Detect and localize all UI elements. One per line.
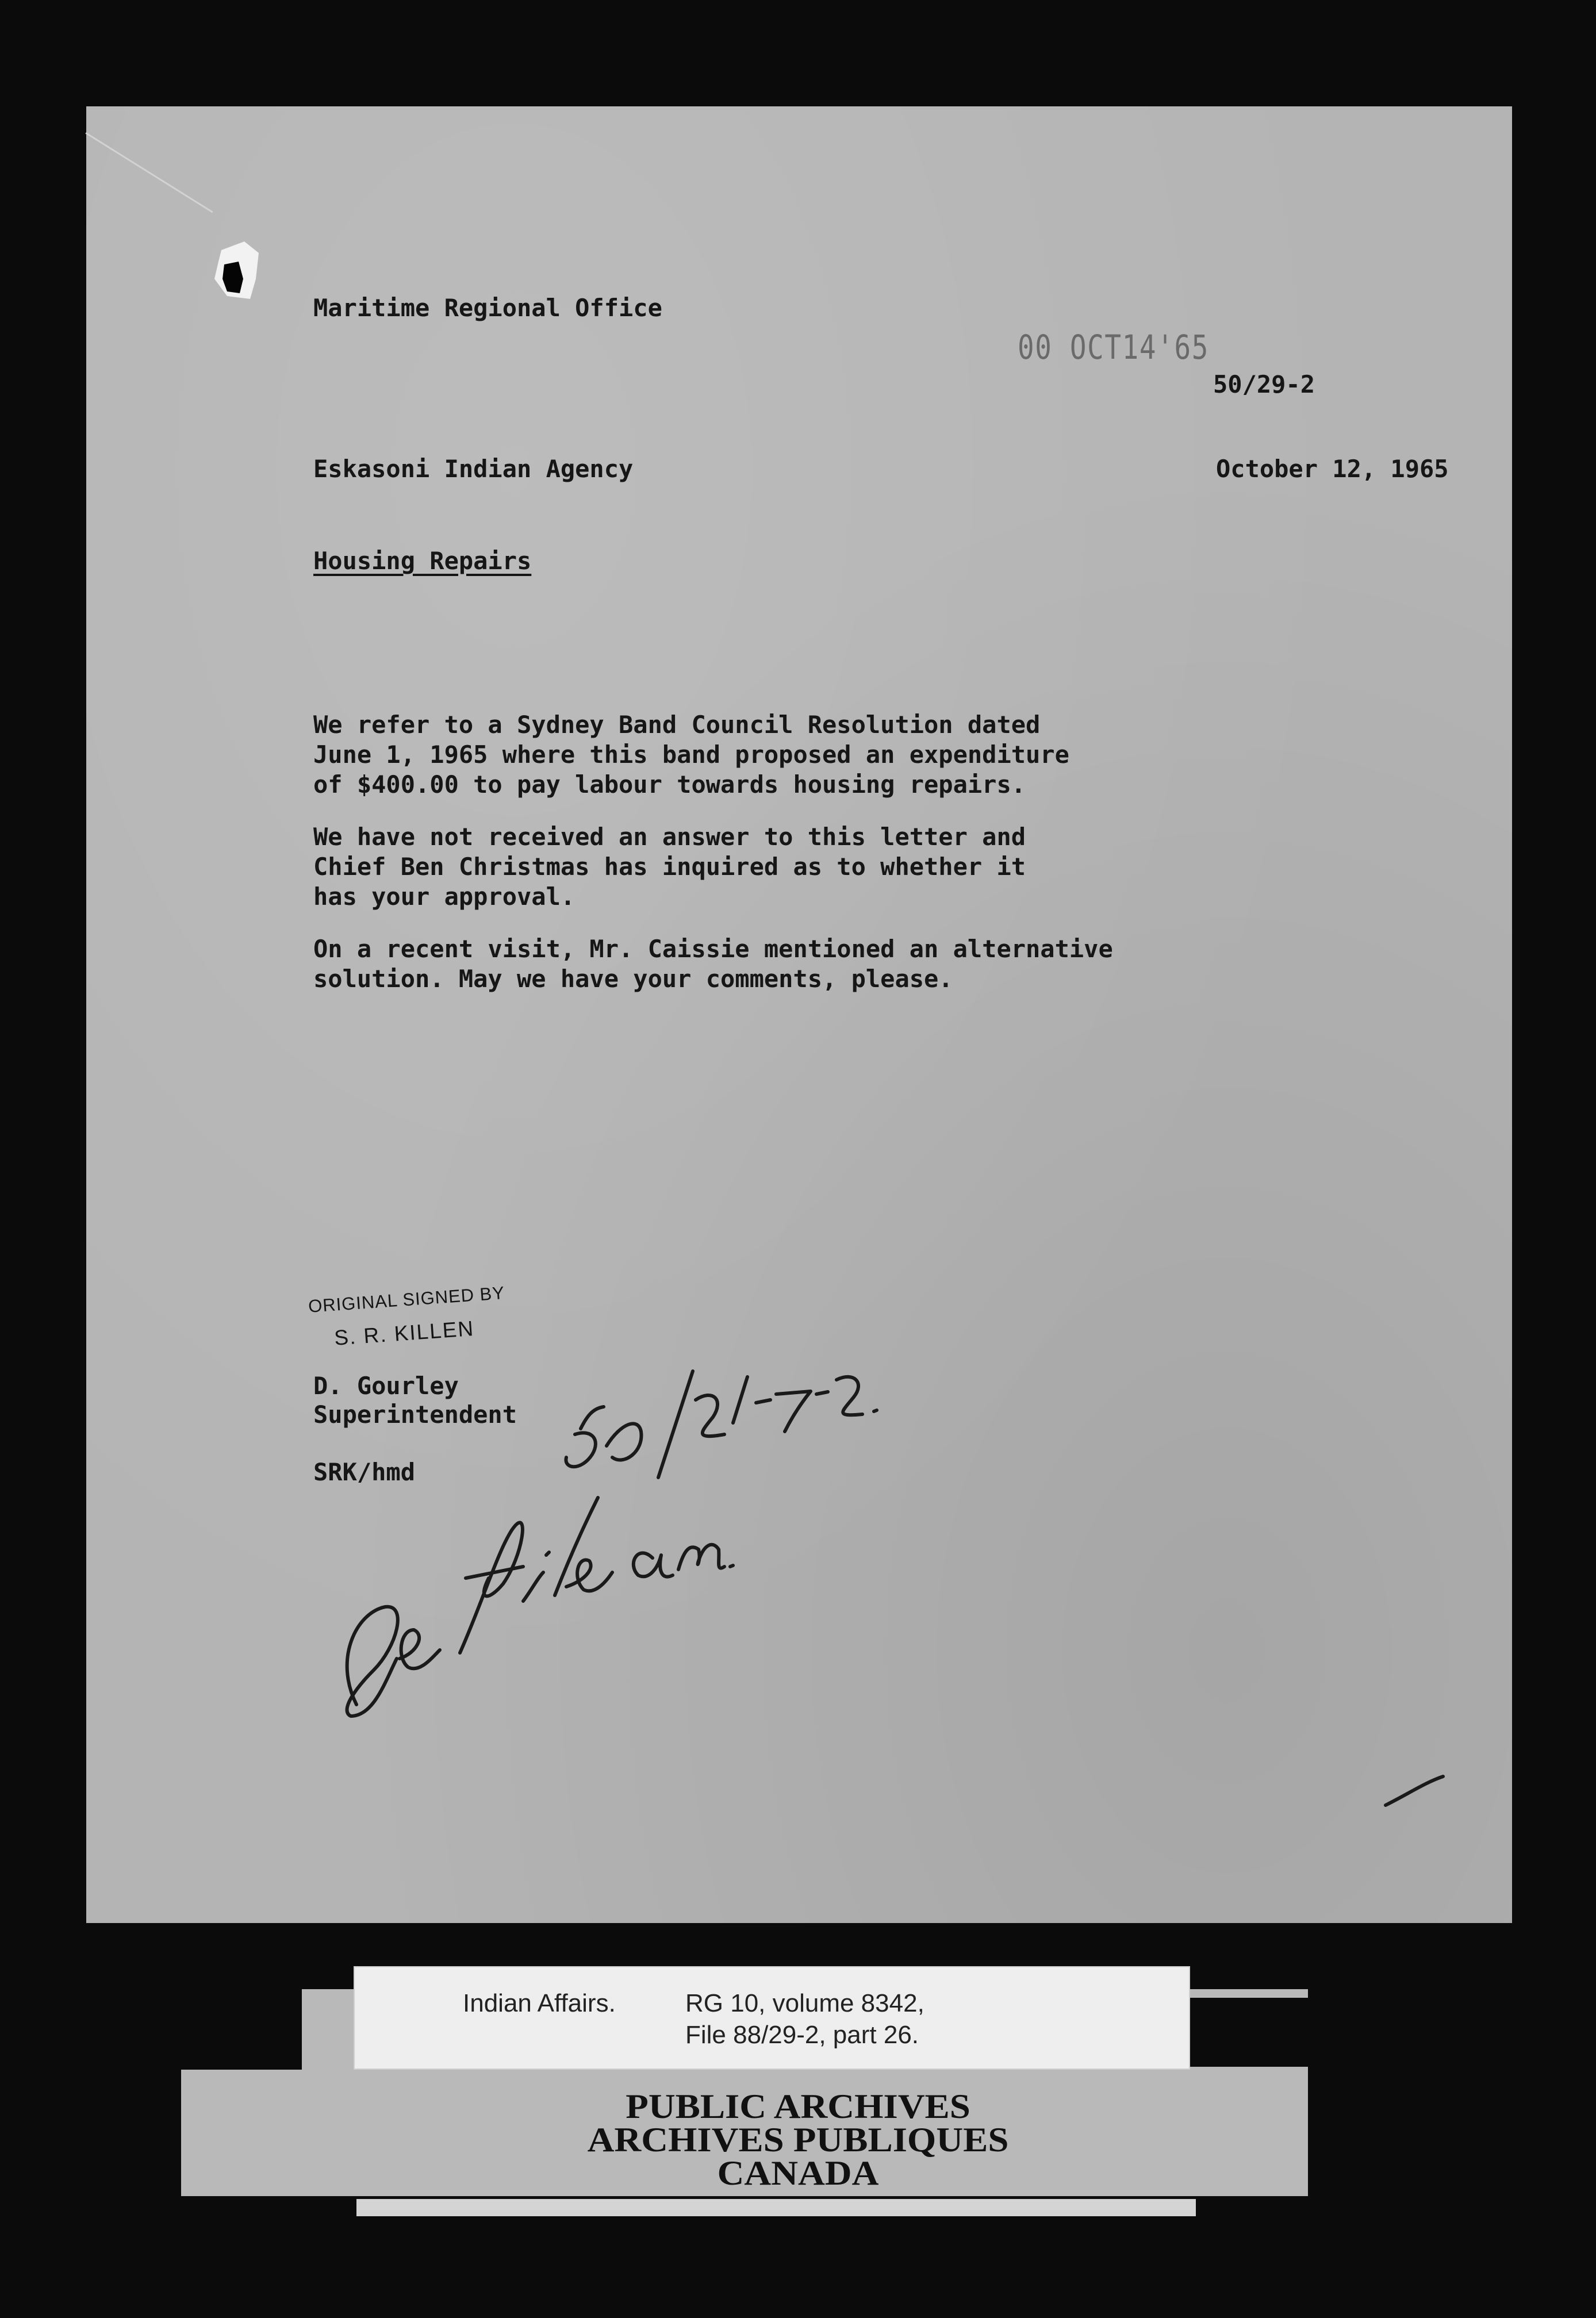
label-reference-line-2: File 88/29-2, part 26.: [685, 2021, 919, 2049]
archive-country: CANADA: [717, 2154, 879, 2192]
body-line: On a recent visit, Mr. Caissie mentioned an alternative: [313, 935, 1113, 963]
sender: Eskasoni Indian Agency: [313, 455, 634, 483]
handwritten-note: [86, 106, 1512, 1923]
signer-name: D. Gourley: [313, 1372, 459, 1400]
label-reference-line-1: RG 10, volume 8342,: [685, 1989, 924, 2017]
body-line: Chief Ben Christmas has inquired as to whether it: [313, 853, 1026, 881]
body-line: We have not received an answer to this letter and: [313, 823, 1026, 851]
body-line: We refer to a Sydney Band Council Resolution dated: [313, 711, 1041, 739]
body-line: of $400.00 to pay labour towards housing repairs.: [313, 770, 1026, 799]
body-line: June 1, 1965 where this band proposed an expenditure: [313, 740, 1069, 769]
received-date-stamp: 00 OCT14'65: [1018, 328, 1210, 367]
letter-page: [86, 106, 1512, 1923]
archive-name-english: PUBLIC ARCHIVES: [626, 2087, 970, 2125]
label-notch-left: [181, 1989, 302, 2070]
typist-initials: SRK/hmd: [313, 1458, 416, 1486]
label-bottom-strip: [356, 2199, 1196, 2216]
recipient: Maritime Regional Office: [313, 294, 662, 322]
letter-date: October 12, 1965: [1216, 455, 1449, 483]
label-fonds: Indian Affairs.: [463, 1989, 616, 2017]
archive-name-french: ARCHIVES PUBLIQUES: [587, 2121, 1009, 2159]
signer-title: Superintendent: [313, 1400, 517, 1429]
subject-line: Housing Repairs: [313, 547, 532, 575]
body-line: has your approval.: [313, 882, 576, 911]
original-signer-stamp: S. R. KILLEN: [333, 1316, 475, 1350]
original-signed-stamp: ORIGINAL SIGNED BY: [308, 1283, 506, 1317]
file-reference: 50/29-2: [1213, 370, 1315, 398]
body-line: solution. May we have your comments, please.: [313, 965, 953, 993]
archive-reference-label: [354, 1966, 1190, 2070]
label-notch-right: [1190, 1998, 1314, 2067]
